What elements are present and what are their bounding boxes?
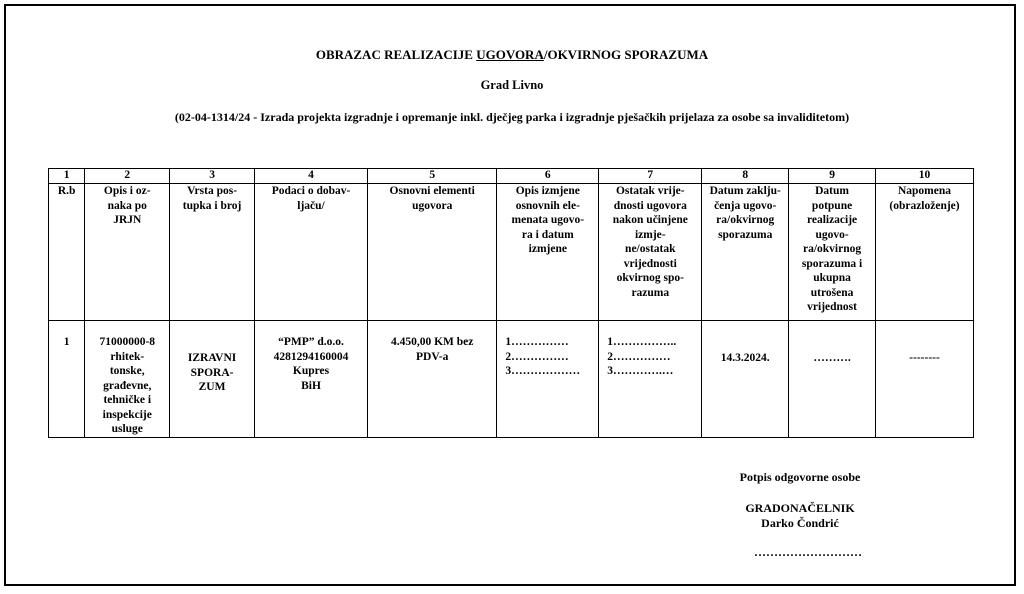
title-part-2: /OKVIRNOG SPORAZUMA xyxy=(543,47,709,62)
header-date-realized: Datum potpune realizacije ugovo- ra/okvirnog sporazuma i ukupna utrošena vrijednost xyxy=(789,184,876,321)
header-date-concluded: Datum zaklju- čenja ugovo- ra/okvirnog sporazuma xyxy=(702,184,789,321)
cell-contract: 4.450,00 KM bez PDV-a xyxy=(368,321,497,438)
column-number: 10 xyxy=(875,169,973,184)
column-number: 7 xyxy=(599,169,702,184)
column-number: 2 xyxy=(85,169,170,184)
title-part-1: OBRAZAC REALIZACIJE xyxy=(315,47,477,62)
table-row xyxy=(49,321,974,438)
header-remaining-value: Ostatak vrije- dnosti ugovora nakon učinjene izmje- ne/ostatak vrijednosti okvirnog spo- razuma xyxy=(599,184,702,321)
city-name: Grad Livno xyxy=(480,78,544,92)
cell-changes: 1…………… 2…………… 3……………… xyxy=(497,321,599,438)
cell-remaining: 1…………….. 2…………… 3………….… xyxy=(599,321,702,438)
header-rb: R.b xyxy=(49,184,85,321)
column-number: 1 xyxy=(49,169,85,184)
signature-name: Darko Čondrić xyxy=(761,516,839,530)
cell-date-concluded: 14.3.2024. xyxy=(702,321,789,438)
column-number: 4 xyxy=(254,169,367,184)
column-number-row xyxy=(49,169,974,184)
column-number: 5 xyxy=(368,169,497,184)
header-note: Napomena (obrazloženje) xyxy=(875,184,973,321)
column-number: 6 xyxy=(497,169,599,184)
header-contract-elements: Osnovni elementi ugovora xyxy=(368,184,497,321)
cell-supplier: “PMP” d.o.o. 4281294160004 Kupres BiH xyxy=(254,321,367,438)
signature-line: ……………………… xyxy=(754,545,862,559)
signature-label: Potpis odgovorne osobe xyxy=(739,470,861,484)
header-procedure: Vrsta pos- tupka i broj xyxy=(170,184,255,321)
column-number: 8 xyxy=(702,169,789,184)
cell-cpv: 71000000-8 rhitek- tonske, građevne, tehničke i inspekcije usluge xyxy=(85,321,170,438)
cell-rb: 1 xyxy=(49,321,85,438)
signature-role: GRADONAČELNIK xyxy=(745,501,855,515)
document-title xyxy=(0,47,1024,63)
header-row xyxy=(49,184,974,321)
header-description: Opis i oz- naka po JRJN xyxy=(85,184,170,321)
header-changes: Opis izmjene osnovnih ele- menata ugovo- ra i datum izmjene xyxy=(497,184,599,321)
header-supplier: Podaci o dobav- ljaču/ xyxy=(254,184,367,321)
document-subtitle: (02-04-1314/24 - Izrada projekta izgradnje i opremanje inkl. dječjeg parka i izgradnje pješačkih prijelaza za osobe sa invaliditetom) xyxy=(174,110,850,124)
column-number: 3 xyxy=(170,169,255,184)
title-underlined: UGOVORA xyxy=(476,47,544,62)
cell-procedure: IZRAVNI SPORA- ZUM xyxy=(170,321,255,438)
cell-date-realized: ………. xyxy=(789,321,876,438)
cell-note: -------- xyxy=(875,321,973,438)
column-number: 9 xyxy=(789,169,876,184)
contract-table xyxy=(48,168,974,438)
